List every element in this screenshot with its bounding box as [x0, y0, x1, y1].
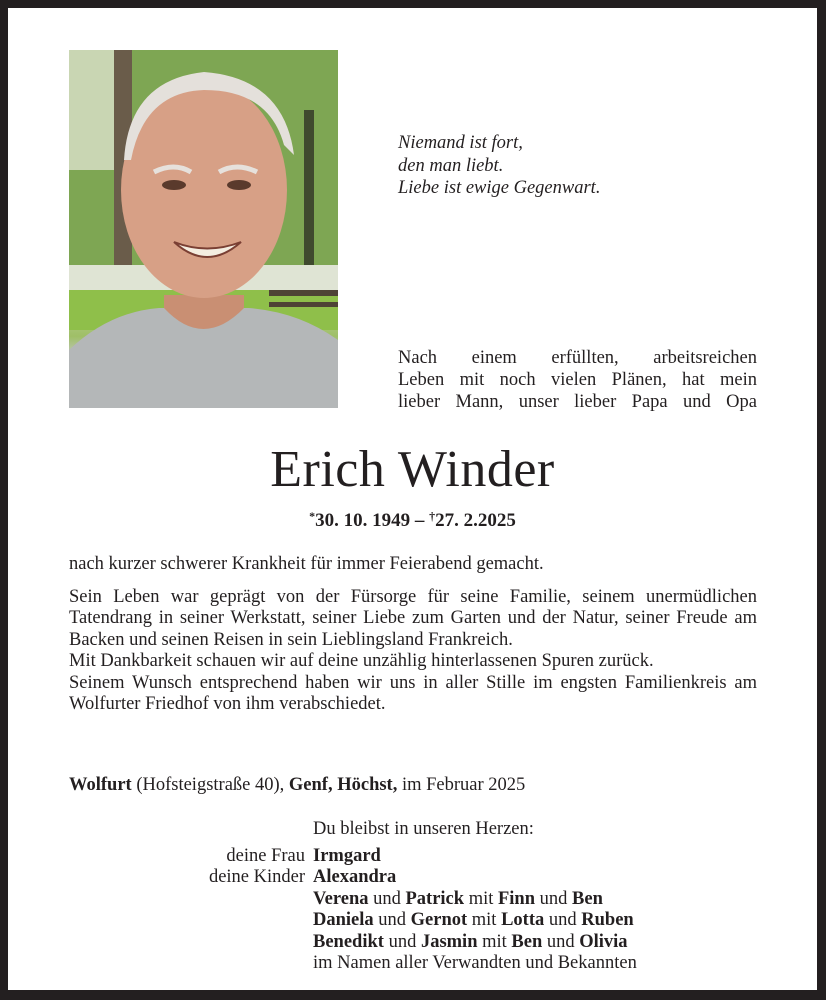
- mourners-lead: Du bleibst in unseren Herzen:: [313, 819, 534, 839]
- body-paragraph: Sein Leben war geprägt von der Fürsorge für seine Familie, seinem unermüdlichen Tatendrang in seiner Werkstatt, seiner Liebe zum Garten und der Natur, seiner Freude am Backen und seinen Reisen in sein Lieblingsland Frankreich.: [69, 586, 757, 650]
- mourner-name: Patrick: [405, 888, 465, 909]
- mourner-name: Verena: [313, 888, 369, 909]
- intro-text: [398, 347, 757, 413]
- mourner-name: Irmgard: [313, 845, 381, 866]
- mourner-name: Gernot: [410, 910, 468, 930]
- portrait-image: [69, 50, 338, 408]
- connector: und: [542, 931, 580, 952]
- mourner-name: Alexandra: [313, 867, 397, 887]
- connector: mit: [467, 910, 502, 930]
- quote-line: Niemand ist fort,: [398, 133, 523, 153]
- obituary-page: [8, 8, 817, 990]
- birth-date: 30. 10. 1949: [315, 510, 411, 531]
- mourner-row-children: [8, 867, 817, 889]
- body-first-line: nach kurzer schwerer Krankheit für immer Feierabend gemacht.: [69, 554, 544, 574]
- mourners-list: [8, 819, 817, 975]
- intro-line: Nach einem erfüllten, arbeitsreichen: [398, 348, 757, 368]
- date-separator: –: [410, 510, 430, 531]
- intro-line: Leben mit noch vielen Plänen, hat mein: [398, 370, 757, 390]
- connector: und: [368, 888, 406, 909]
- birth-star-icon: *: [309, 509, 316, 523]
- connector: und: [544, 910, 582, 930]
- quote-line: den man liebt.: [398, 155, 504, 176]
- mourner-name: Finn: [497, 888, 536, 909]
- mourner-name: Benedikt: [313, 931, 384, 952]
- deceased-name: Erich Winder: [270, 441, 555, 498]
- mourner-name: Ben: [511, 931, 543, 952]
- life-dates: [8, 504, 817, 533]
- closing-line: im Namen aller Verwandten und Bekannten: [313, 953, 637, 973]
- death-cross-icon: †: [429, 509, 436, 523]
- body-paragraph: Seinem Wunsch entsprechend haben wir uns in aller Stille im engsten Familienkreis am Wolfurter Friedhof von ihm verabschiedet.: [69, 672, 757, 714]
- connector: und: [383, 931, 421, 952]
- mourner-name: Daniela: [313, 910, 374, 930]
- connector: mit: [464, 888, 498, 909]
- mourner-name: Ben: [572, 888, 603, 909]
- intro-line: lieber Mann, unser lieber Papa und Opa: [398, 392, 757, 412]
- mourner-name: Olivia: [579, 931, 628, 952]
- mourner-name: Lotta: [501, 910, 545, 930]
- mourner-name: Jasmin: [420, 931, 478, 952]
- memorial-quote: [398, 132, 600, 200]
- obituary-body: [69, 554, 757, 716]
- quote-line: Liebe ist ewige Gegenwart.: [398, 178, 601, 198]
- place-others: Genf, Höchst,: [288, 775, 398, 795]
- death-date: 27. 2.2025: [435, 510, 516, 531]
- body-paragraph: Mit Dankbarkeit schauen wir auf deine unzählig hinterlassenen Spuren zurück.: [69, 651, 654, 671]
- connector: und: [373, 910, 411, 930]
- mourner-row-wife: [8, 846, 817, 868]
- relation-label: deine Kinder: [208, 867, 305, 887]
- mourner-name: Ruben: [581, 910, 634, 930]
- place-and-date: [69, 774, 525, 796]
- mourner-row: [8, 889, 817, 911]
- portrait-photo: [69, 50, 338, 408]
- mourner-row: [8, 932, 817, 954]
- place-address: (Hofsteigstraße 40),: [131, 775, 289, 795]
- place-date: im Februar 2025: [397, 775, 526, 795]
- connector: mit: [477, 931, 512, 952]
- mourner-closing-row: [8, 953, 817, 975]
- mourner-row: [8, 910, 817, 932]
- place-town: Wolfurt: [69, 775, 132, 795]
- relation-label: deine Frau: [226, 845, 305, 866]
- connector: und: [535, 888, 573, 909]
